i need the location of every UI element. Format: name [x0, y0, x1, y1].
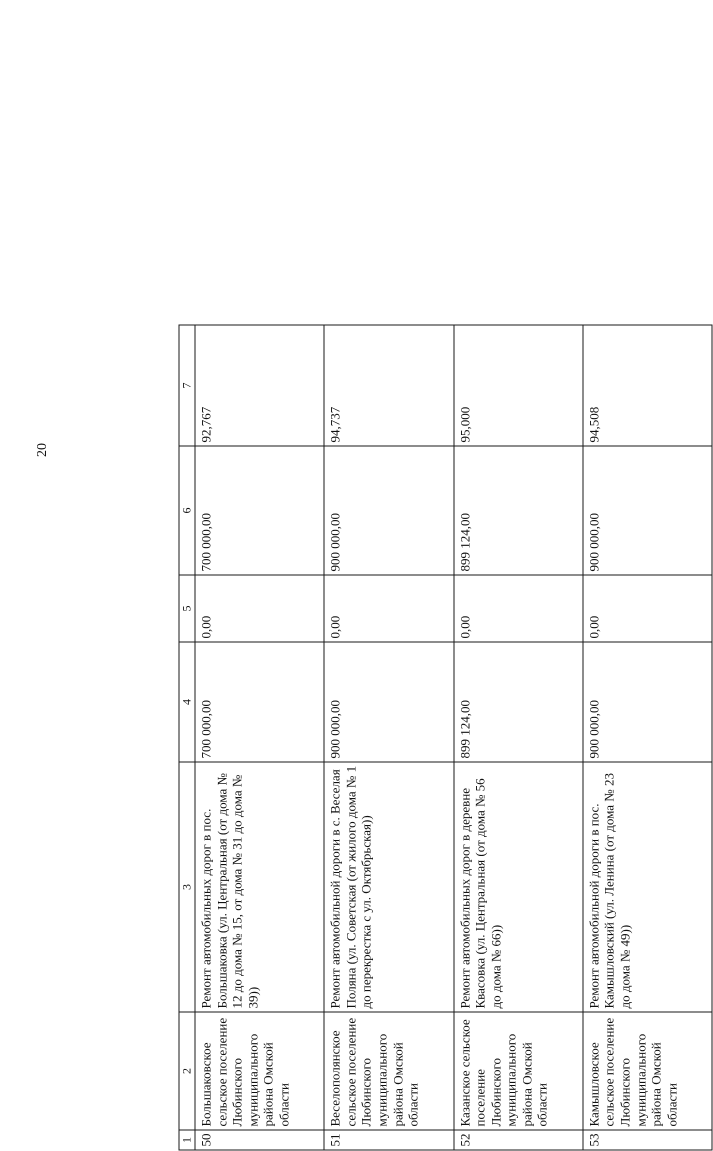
amount-col5: 0,00: [195, 575, 324, 642]
percent-col7: 92,767: [195, 325, 324, 446]
column-header-2: 2: [179, 1012, 195, 1130]
column-header-1: 1: [179, 1130, 195, 1150]
amount-col6: 700 000,00: [195, 446, 324, 575]
column-header-4: 4: [179, 642, 195, 762]
column-header-3: 3: [179, 762, 195, 1012]
percent-col7: 94,508: [583, 325, 712, 446]
table-row: [454, 325, 583, 1150]
column-header-7: 7: [179, 325, 195, 446]
amount-col4: 899 124,00: [454, 642, 583, 762]
settlement-name: Веселополянское сельское поселение Любинского муниципального района Омской области: [324, 1012, 453, 1130]
row-number: 50: [195, 1130, 324, 1150]
table-row: [583, 325, 712, 1150]
row-number: 52: [454, 1130, 583, 1150]
rotated-table-container: [179, 326, 713, 1151]
row-number: 53: [583, 1130, 712, 1150]
amount-col6: 899 124,00: [454, 446, 583, 575]
settlement-name: Казанское сельское поселение Любинского муниципального района Омской области: [454, 1012, 583, 1130]
page-number: 20: [35, 443, 50, 457]
table-row: [324, 325, 453, 1150]
work-description: Ремонт автомобильной дороги в с. Веселая Поляна (ул. Советская (от жилого дома № 1 до перекрестка с ул. Октябрьская)): [324, 762, 453, 1012]
settlement-name: Большаковское сельское поселение Любинского муниципального района Омской области: [195, 1012, 324, 1130]
work-description: Ремонт автомобильных дорог в деревне Квасовка (ул. Центральная (от дома № 56 до дома № 66)): [454, 762, 583, 1012]
column-header-5: 5: [179, 575, 195, 642]
amount-col4: 900 000,00: [324, 642, 453, 762]
amount-col4: 700 000,00: [195, 642, 324, 762]
row-number: 51: [324, 1130, 453, 1150]
table-row: [195, 325, 324, 1150]
amount-col6: 900 000,00: [324, 446, 453, 575]
amount-col6: 900 000,00: [583, 446, 712, 575]
settlement-name: Камышловское сельское поселение Любинского муниципального района Омской области: [583, 1012, 712, 1130]
work-description: Ремонт автомобильной дороги в пос. Камышловский (ул. Ленина (от дома № 23 до дома № 49)): [583, 762, 712, 1012]
amount-col4: 900 000,00: [583, 642, 712, 762]
work-description: Ремонт автомобильных дорог в пос. Большаковка (ул. Центральная (от дома № 12 до дома № 15, от дома № 31 до дома № 39)): [195, 762, 324, 1012]
amount-col5: 0,00: [583, 575, 712, 642]
percent-col7: 95,000: [454, 325, 583, 446]
amount-col5: 0,00: [324, 575, 453, 642]
percent-col7: 94,737: [324, 325, 453, 446]
header-row: [179, 325, 195, 1150]
column-header-6: 6: [179, 446, 195, 575]
funding-table: [179, 325, 713, 1151]
amount-col5: 0,00: [454, 575, 583, 642]
